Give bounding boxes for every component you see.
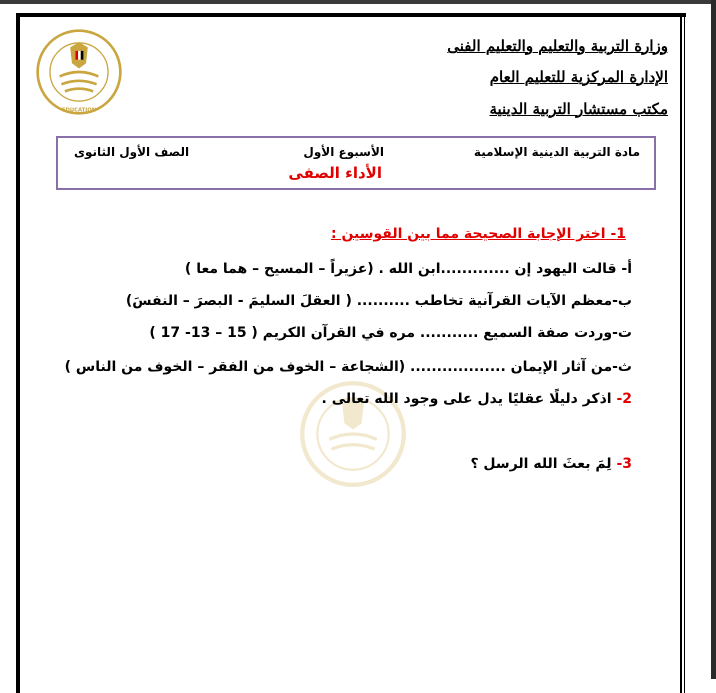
week-label: الأسبوع الأول: [303, 145, 384, 159]
question-1-item-a: أ- قالت اليهود إن .............ابن الله . (عزيراً – المسيح – هما معا ): [184, 261, 632, 277]
question-1-item-c: ت-وردت صفة السميع ........... مره في القرآن الكريم ( 15 – 13- 17 ): [149, 325, 632, 341]
info-box: [56, 136, 656, 190]
performance-title: الأداء الصفى: [288, 164, 382, 182]
question-2-number: 2-: [616, 391, 632, 407]
ministry-logo: [34, 28, 124, 116]
question-1-item-d: ث-من آثار الإيمان .................. (الشجاعة – الخوف من الفقر – الخوف من الناس ): [64, 359, 632, 375]
page-border-right: [680, 13, 685, 693]
header-department: الإدارة المركزية للتعليم العام: [489, 68, 668, 86]
grade-label: الصف الأول الثانوى: [74, 145, 190, 159]
page-border-left: [16, 13, 20, 693]
question-3: [470, 456, 632, 472]
page-border-top: [16, 13, 686, 17]
question-1-number: 1-: [610, 226, 626, 242]
question-2-text: اذكر دليلًا عقليًا يدل على وجود الله تعالى .: [321, 391, 612, 407]
header-office: مكتب مستشار التربية الدينية: [489, 100, 668, 118]
question-3-text: لِمَ بعثَ الله الرسل ؟: [470, 456, 612, 472]
window-top-bar: [0, 0, 716, 4]
question-1-title: [331, 226, 626, 242]
scrollbar[interactable]: [711, 0, 716, 679]
subject-label: مادة التربية الدينية الإسلامية: [473, 145, 640, 159]
header-ministry: وزارة التربية والتعليم والتعليم الفنى: [447, 37, 668, 55]
question-3-number: 3-: [616, 456, 632, 472]
question-1-text: اختر الإجابة الصحيحة مما بين القوسين :: [330, 226, 606, 242]
question-1-item-b: ب-معظم الآيات القرآنية تخاطب .......... ( العقلَ السليمَ - البصرَ – النفسَ): [125, 293, 632, 309]
svg-text:EDUCATION: EDUCATION: [61, 107, 97, 114]
question-2: [322, 391, 632, 407]
